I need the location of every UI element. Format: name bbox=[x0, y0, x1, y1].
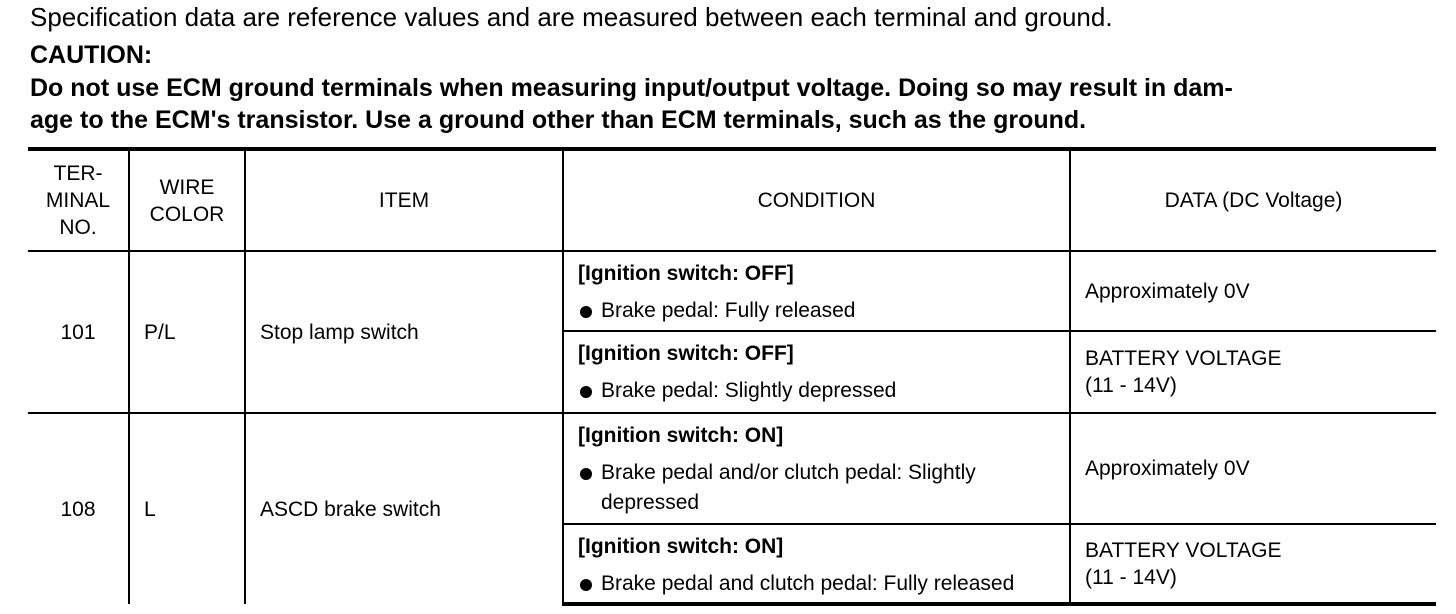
condition-heading: [Ignition switch: OFF] bbox=[578, 262, 794, 285]
data-cell: BATTERY VOLTAGE (11 - 14V) bbox=[1070, 524, 1436, 604]
condition-item: Brake pedal and/or clutch pedal: Slightly depressed bbox=[578, 458, 1055, 518]
caution-title: CAUTION: bbox=[30, 41, 153, 69]
table-row bbox=[28, 251, 1436, 331]
table-row bbox=[28, 413, 1436, 524]
header-condition: CONDITION bbox=[563, 149, 1070, 251]
bullet-icon bbox=[580, 386, 592, 398]
condition-item: Brake pedal: Fully released bbox=[578, 296, 1055, 326]
terminal-spec-table bbox=[28, 147, 1436, 606]
data-cell: Approximately 0V bbox=[1070, 413, 1436, 524]
caution-text bbox=[30, 72, 1440, 136]
header-wire-color: WIRE COLOR bbox=[129, 149, 245, 251]
header-data: DATA (DC Voltage) bbox=[1070, 149, 1436, 251]
bullet-icon bbox=[580, 306, 592, 318]
table-header-row bbox=[28, 149, 1436, 251]
header-item: ITEM bbox=[245, 149, 563, 251]
intro-text: Specification data are reference values and are measured between each terminal and ground. bbox=[30, 2, 1113, 32]
bullet-icon bbox=[580, 468, 592, 480]
caution-line-2: age to the ECM's transistor. Use a ground other than ECM terminals, such as the ground. bbox=[30, 106, 1087, 134]
condition-heading: [Ignition switch: ON] bbox=[578, 535, 784, 558]
header-terminal-no: TER- MINAL NO. bbox=[28, 149, 129, 251]
item-cell: ASCD brake switch bbox=[245, 413, 563, 604]
condition-item: Brake pedal and clutch pedal: Fully released bbox=[578, 569, 1055, 599]
bullet-icon bbox=[580, 579, 592, 591]
wire-color-cell: L bbox=[129, 413, 245, 604]
wire-color-cell: P/L bbox=[129, 251, 245, 413]
condition-cell bbox=[563, 413, 1070, 524]
item-cell: Stop lamp switch bbox=[245, 251, 563, 413]
condition-cell bbox=[563, 524, 1070, 604]
terminal-no-cell: 108 bbox=[28, 413, 129, 604]
condition-heading: [Ignition switch: ON] bbox=[578, 424, 784, 447]
data-cell: Approximately 0V bbox=[1070, 251, 1436, 331]
caution-line-1: Do not use ECM ground terminals when measuring input/output voltage. Doing so may result in dam- bbox=[30, 74, 1233, 102]
condition-cell bbox=[563, 331, 1070, 413]
condition-item: Brake pedal: Slightly depressed bbox=[578, 376, 1055, 406]
condition-heading: [Ignition switch: OFF] bbox=[578, 342, 794, 365]
data-cell: BATTERY VOLTAGE (11 - 14V) bbox=[1070, 331, 1436, 413]
terminal-no-cell: 101 bbox=[28, 251, 129, 413]
condition-cell bbox=[563, 251, 1070, 331]
